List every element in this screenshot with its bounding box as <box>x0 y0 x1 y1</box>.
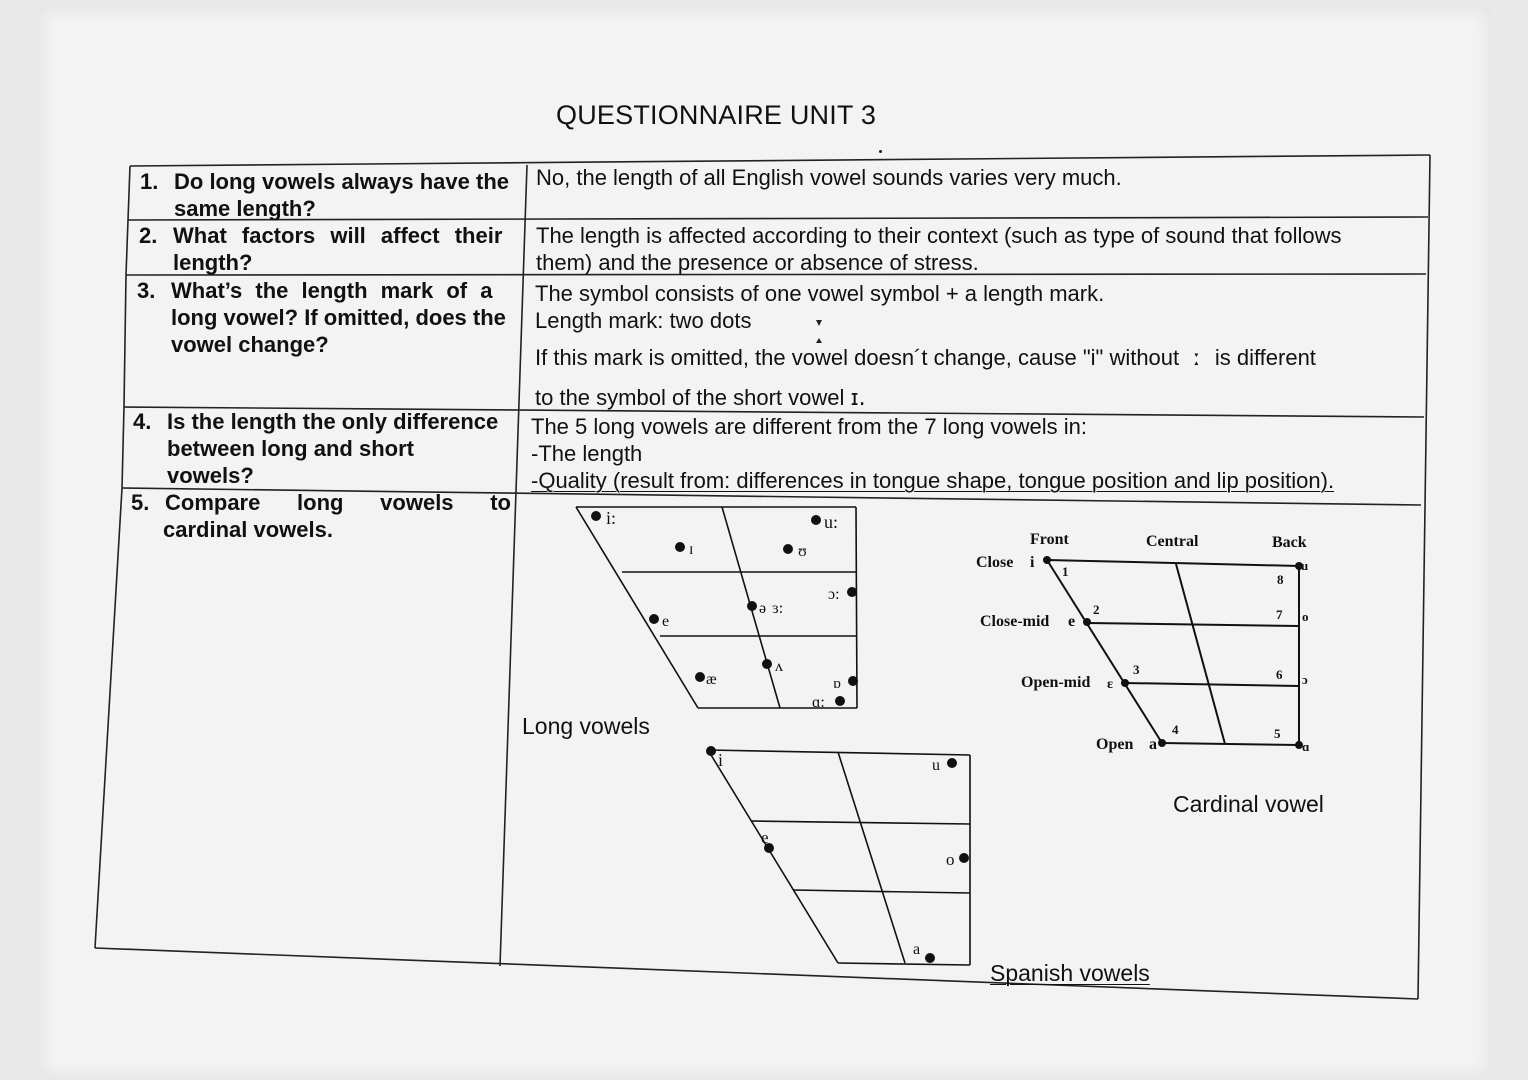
answer-text: is different <box>1214 345 1316 370</box>
spanish-dot <box>947 758 957 768</box>
answer-line: them) and the presence or absence of stress. <box>536 250 979 275</box>
vowel-a-long: ɑ: <box>812 694 825 711</box>
answer-line: Length mark: two dots <box>535 308 752 333</box>
cardinal-o: o <box>1302 609 1309 624</box>
page-title: QUESTIONNAIRE UNIT 3 <box>556 100 877 130</box>
vowel-er-long: ɜ: <box>772 600 784 617</box>
question-number: 5. <box>131 490 150 515</box>
cardinal-script-a: ɑ <box>1302 739 1310 754</box>
long-vowels-caption: Long vowels <box>522 713 650 739</box>
cardinal-open-o: ɔ <box>1302 672 1308 687</box>
cardinal-dot <box>1121 679 1129 687</box>
vowel-dot <box>649 614 659 624</box>
question-number: 3. <box>137 278 156 303</box>
cardinal-dot <box>1043 556 1051 564</box>
question-number: 4. <box>133 409 152 434</box>
long-vowels-chart <box>570 500 870 715</box>
question-text: What factors will affect their <box>173 223 503 248</box>
question-text: Do long vowels always have the <box>174 169 509 194</box>
cardinal-caption: Cardinal vowel <box>1173 791 1324 817</box>
question-text: vowel change? <box>171 332 329 357</box>
col-back: Back <box>1272 534 1307 551</box>
answer-text: If this mark is omitted, the vowel doesn´t change, cause "i" without <box>535 345 1180 370</box>
vowel-dot <box>811 515 821 525</box>
cardinal-vowel-chart <box>970 525 1320 760</box>
question-text-justified <box>131 489 511 516</box>
vowel-dot <box>835 696 845 706</box>
word: and <box>313 436 353 461</box>
question-text: Is the length the only difference <box>167 409 499 434</box>
vowel-u-long: u: <box>824 512 839 532</box>
vowel-open-o-long: ɔ: <box>828 586 840 603</box>
cardinal-dot <box>1158 739 1166 747</box>
question-1 <box>140 168 516 222</box>
spanish-caption: Spanish vowels <box>990 960 1150 986</box>
cardinal-num-2: 2 <box>1093 602 1100 617</box>
word: long <box>297 490 344 515</box>
vowel-caret: ʌ <box>775 658 783 675</box>
vowel-i-long: i: <box>606 508 617 528</box>
word: between <box>167 436 256 461</box>
cardinal-i: i <box>1030 554 1035 571</box>
answer-line: -Quality (result from: differences in tongue shape, tongue position and lip position). <box>531 468 1335 493</box>
vowel-dot <box>847 587 857 597</box>
length-mark-symbol: ː <box>1193 346 1201 371</box>
question-text: length? <box>173 250 253 275</box>
cardinal-num-1: 1 <box>1062 564 1069 579</box>
answer-line: The symbol consists of one vowel symbol + a length mark. <box>535 281 1105 306</box>
word: long <box>261 436 308 461</box>
answer-text: to the symbol of the short vowel <box>535 385 851 410</box>
word: short <box>358 436 414 461</box>
cardinal-u: u <box>1301 558 1309 573</box>
question-number: 1. <box>140 169 159 194</box>
question-text: long vowel? If omitted, does the <box>171 305 506 330</box>
question-5 <box>131 489 511 543</box>
short-vowel-symbol: ɪ. <box>850 386 866 411</box>
answer-line: The 5 long vowels are different from the 7 long vowels in: <box>531 414 1088 439</box>
vowel-U-short: ʊ <box>798 543 807 560</box>
vowel-dot <box>695 672 705 682</box>
word: Compare <box>165 490 261 515</box>
row-open-mid: Open-mid <box>1021 674 1091 691</box>
spanish-dot <box>925 953 935 963</box>
cardinal-num-4: 4 <box>1172 722 1179 737</box>
vowel-I-short: ɪ <box>689 541 694 558</box>
question-text-justified <box>133 435 513 462</box>
question-2 <box>139 222 515 276</box>
cardinal-num-6: 6 <box>1276 667 1283 682</box>
spanish-e: e <box>761 828 769 847</box>
cardinal-e: e <box>1068 613 1076 630</box>
cardinal-num-7: 7 <box>1276 607 1283 622</box>
answer-3 <box>535 280 1420 412</box>
question-number: 2. <box>139 223 158 248</box>
question-text: vowels? <box>167 463 254 488</box>
row-close-mid: Close-mid <box>980 613 1050 630</box>
question-text: What’s the length mark of a <box>171 278 493 303</box>
spanish-vowels-chart <box>700 740 980 970</box>
answer-4 <box>531 413 1421 494</box>
cardinal-a: a <box>1149 736 1157 753</box>
row-close: Close <box>976 554 1014 571</box>
col-central: Central <box>1146 533 1199 550</box>
answer-1: No, the length of all English vowel sounds varies very much. <box>536 165 1122 190</box>
vowel-dot <box>848 676 858 686</box>
question-text: same length? <box>174 196 316 221</box>
cardinal-open-e: ɛ <box>1107 677 1113 692</box>
row-open: Open <box>1096 736 1134 753</box>
word: vowels <box>380 490 454 515</box>
answer-line <box>535 344 1420 372</box>
vowel-dot <box>783 544 793 554</box>
vowel-dot <box>747 601 757 611</box>
spanish-i: i <box>718 750 724 770</box>
spanish-dot <box>959 853 969 863</box>
cardinal-dot <box>1083 618 1091 626</box>
spanish-u: u <box>932 757 940 774</box>
length-mark-dots <box>814 316 824 346</box>
col-front: Front <box>1030 531 1069 548</box>
vowel-dot <box>762 659 772 669</box>
spanish-o: o <box>946 850 955 869</box>
spanish-a: a <box>913 941 921 958</box>
answer-line: The length is affected according to their context (such as type of sound that follows <box>536 223 1342 248</box>
question-3 <box>137 277 517 358</box>
cardinal-num-8: 8 <box>1277 572 1284 587</box>
spanish-dot <box>706 746 716 756</box>
cardinal-num-3: 3 <box>1133 662 1140 677</box>
question-text: cardinal vowels. <box>163 517 333 542</box>
vowel-schwa: ə <box>759 600 767 617</box>
vowel-open-o-short: ɒ <box>833 676 841 692</box>
vowel-dot <box>675 542 685 552</box>
vowel-ae: æ <box>706 671 717 688</box>
vowel-dot <box>591 511 601 521</box>
cardinal-num-5: 5 <box>1274 726 1281 741</box>
answer-line <box>535 384 1420 412</box>
question-4 <box>133 408 513 489</box>
vowel-e: e <box>662 613 670 630</box>
word: to <box>490 490 511 515</box>
answer-line: -The length <box>531 441 643 466</box>
answer-2 <box>536 222 1421 276</box>
